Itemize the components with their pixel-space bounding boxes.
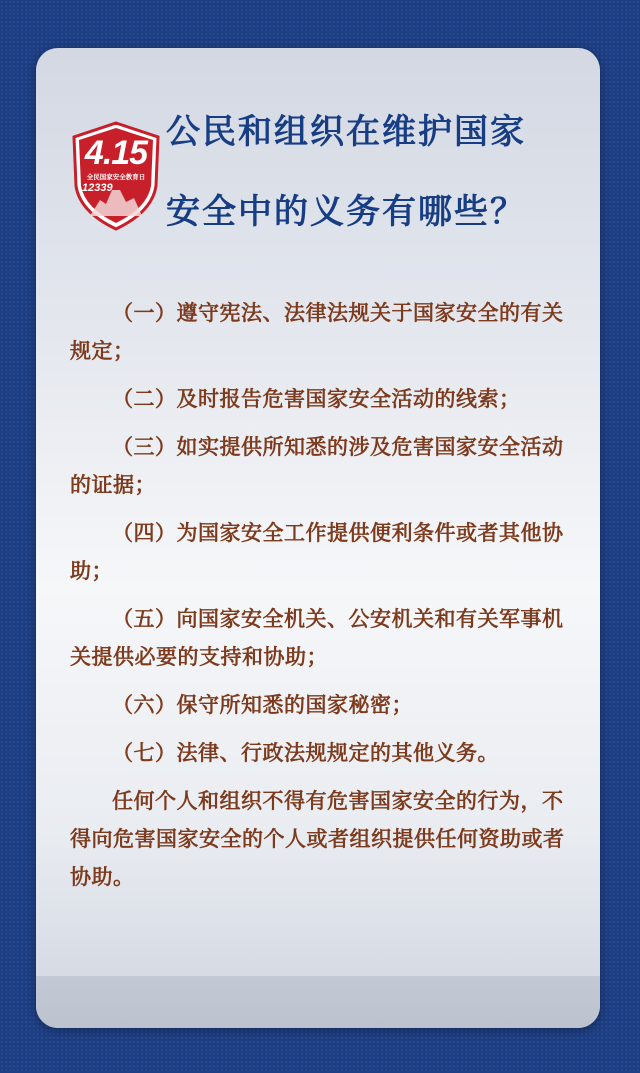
national-security-day-badge (70, 120, 162, 232)
badge-date: 4.15 (84, 134, 148, 172)
duties-list (70, 294, 570, 906)
badge-hotline: 12339 (82, 182, 113, 194)
card-footer-band (36, 976, 600, 1028)
page-title-line-1: 公民和组织在维护国家 (166, 112, 526, 152)
duty-item: （三）如实提供所知悉的涉及危害国家安全活动的证据； (70, 435, 564, 497)
content-card (36, 48, 600, 1028)
duty-item: （一）遵守宪法、法律法规关于国家安全的有关规定； (70, 301, 564, 363)
duty-item: （五）向国家安全机关、公安机关和有关军事机关提供必要的支持和协助； (70, 607, 564, 669)
page-title-line-2: 安全中的义务有哪些？ (166, 192, 526, 232)
duty-item: （四）为国家安全工作提供便利条件或者其他协助； (70, 521, 564, 583)
closing-paragraph: 任何个人和组织不得有危害国家安全的行为，不得向危害国家安全的个人或者组织提供任何资助或者协助。 (70, 789, 565, 889)
duty-item: （六）保守所知悉的国家秘密； (112, 693, 413, 717)
badge-subtitle: 全民国家安全教育日 (86, 173, 146, 181)
duty-item: （二）及时报告危害国家安全活动的线索； (112, 387, 521, 411)
duty-item: （七）法律、行政法规规定的其他义务。 (112, 741, 499, 765)
